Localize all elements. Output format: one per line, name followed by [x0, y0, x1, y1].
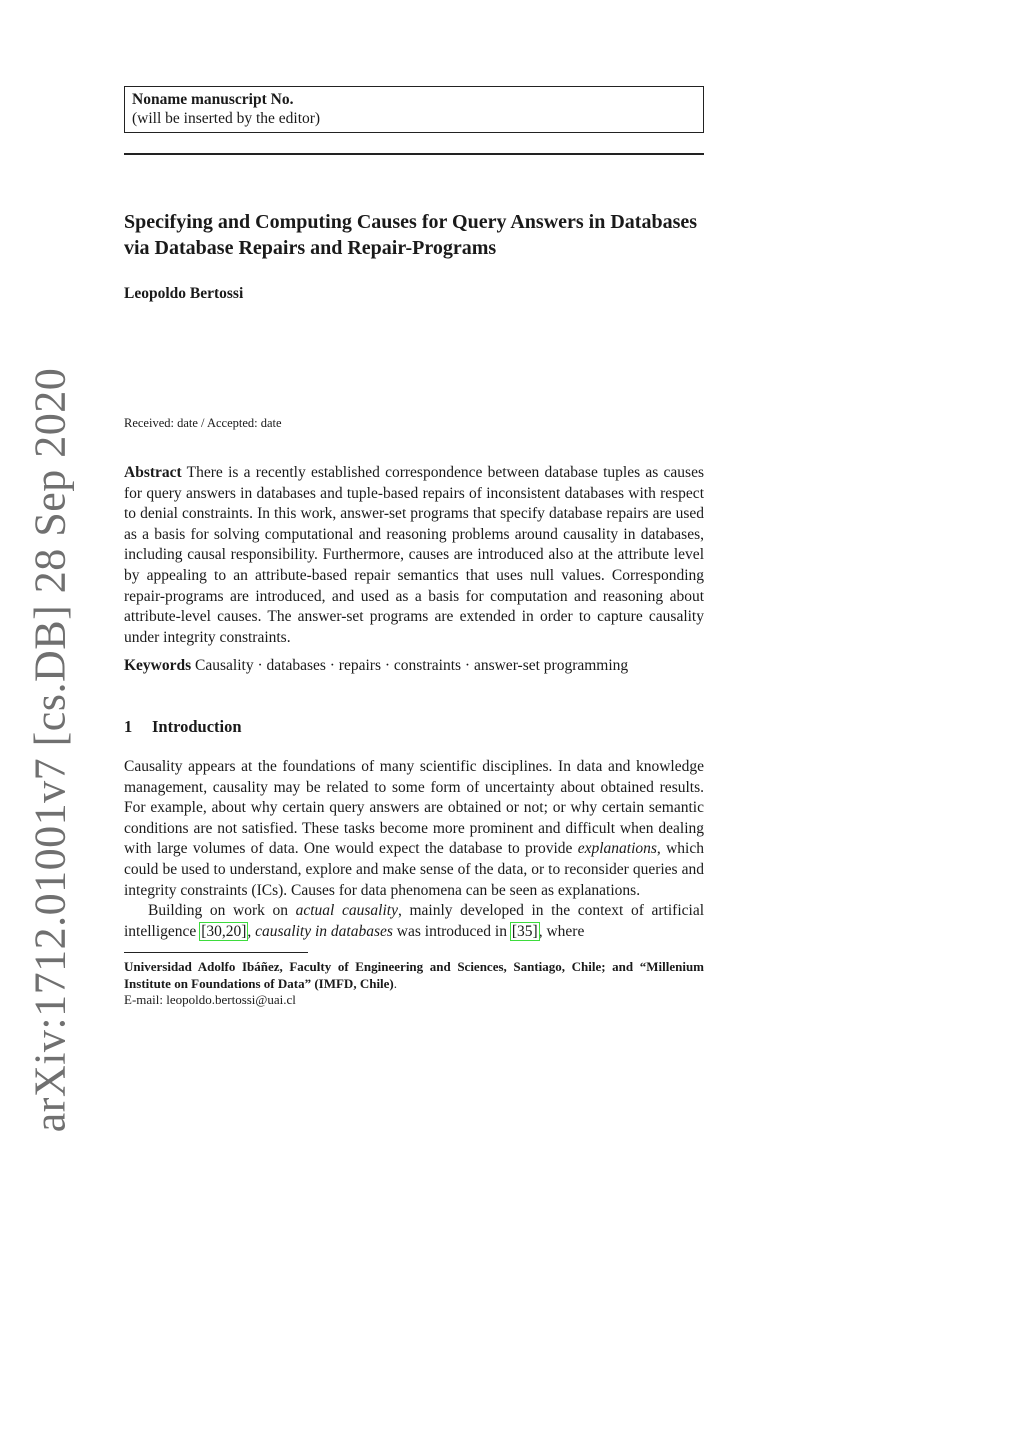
intro-paragraph-1: [124, 757, 704, 901]
title-rule: [124, 153, 704, 155]
section-number: 1: [124, 716, 133, 736]
intro-p2-text-b: , mainly developed in the context of artificial intelligence: [124, 902, 705, 940]
section-title: Introduction: [152, 716, 242, 736]
intro-p1-emphasis: explanations: [577, 840, 657, 858]
manuscript-subtitle: (will be inserted by the editor): [132, 110, 321, 127]
citation-link-30-20[interactable]: [30,20]: [201, 922, 247, 940]
paper-title: Specifying and Computing Causes for Query Answers in Databases via Database Repairs and Repair-Programs: [124, 211, 698, 259]
intro-p1-text-a: Causality appears at the foundations of many scientific disciplines. In data and knowledge management, causality may be related to some form of uncertainty about obtained results. For example, about why certain query answers are obtained or not; or why certain semantic conditions are not satisfied. These tasks become more prominent and difficult when dealing with large volumes of data. One would expect the database to provide: [124, 757, 704, 858]
manuscript-title: Noname manuscript No.: [132, 91, 294, 108]
intro-p2-text-e: , where: [538, 922, 585, 940]
keywords: [124, 656, 704, 677]
intro-body: [124, 757, 704, 942]
intro-p2-emphasis-1: actual causality: [295, 902, 398, 920]
keywords-text: Causality · databases · repairs · constraints · answer-set programming: [195, 657, 629, 675]
footnote-affiliation-line: [124, 959, 704, 992]
manuscript-box: [124, 86, 704, 133]
abstract-text: There is a recently established correspondence between database tuples as causes for query answers in databases and tuple-based repairs of inconsistent databases with respect to denial constraints. In this work, answer-set programs that specify database repairs are used as a basis for solving computational and reasoning problems around causality in databases, including causal responsibility. Furthermore, causes are introduced also at the attribute level by appealing to an attribute-based repair semantics that uses null values. Corresponding repair-programs are introduced, and used as a basis for computation and reasoning about attribute-level causes. The answer-set programs are extended in order to capture causality under integrity constraints.: [124, 464, 704, 646]
intro-p2-text-c: ,: [247, 922, 256, 940]
received-accepted-dates: Received: date / Accepted: date: [124, 416, 282, 430]
intro-p2-text-d: was introduced in: [392, 922, 511, 940]
intro-p2-emphasis-2: causality in databases: [255, 922, 393, 940]
paper-page: [124, 86, 704, 1009]
footnote: [124, 959, 704, 1009]
footnote-rule: [124, 952, 308, 953]
author-email: E-mail: leopoldo.bertossi@uai.cl: [124, 992, 296, 1008]
abstract: [124, 463, 704, 648]
section-heading: [124, 717, 704, 737]
intro-p2-text-a: Building on work on: [148, 902, 296, 920]
affiliation-period: .: [393, 975, 398, 991]
abstract-label: Abstract: [124, 464, 182, 481]
arxiv-identifier: arXiv:1712.01001v7 [cs.DB] 28 Sep 2020: [25, 367, 75, 1133]
arxiv-side-stamp: [10, 367, 90, 1133]
affiliation: Universidad Adolfo Ibáñez, Faculty of Engineering and Sciences, Santiago, Chile; and “Millenium Institute on Foundations of Data” (IMFD, Chile): [124, 959, 704, 991]
author-name: Leopoldo Bertossi: [124, 285, 244, 302]
intro-p1-text-b: , which could be used to understand, explore and make sense of the data, or to reconsider queries and integrity constraints (ICs). Causes for data phenomena can be seen as explanations.: [124, 840, 704, 899]
keywords-label: Keywords: [124, 657, 192, 675]
citation-link-35[interactable]: [35]: [511, 922, 538, 940]
intro-paragraph-2: [124, 901, 704, 942]
